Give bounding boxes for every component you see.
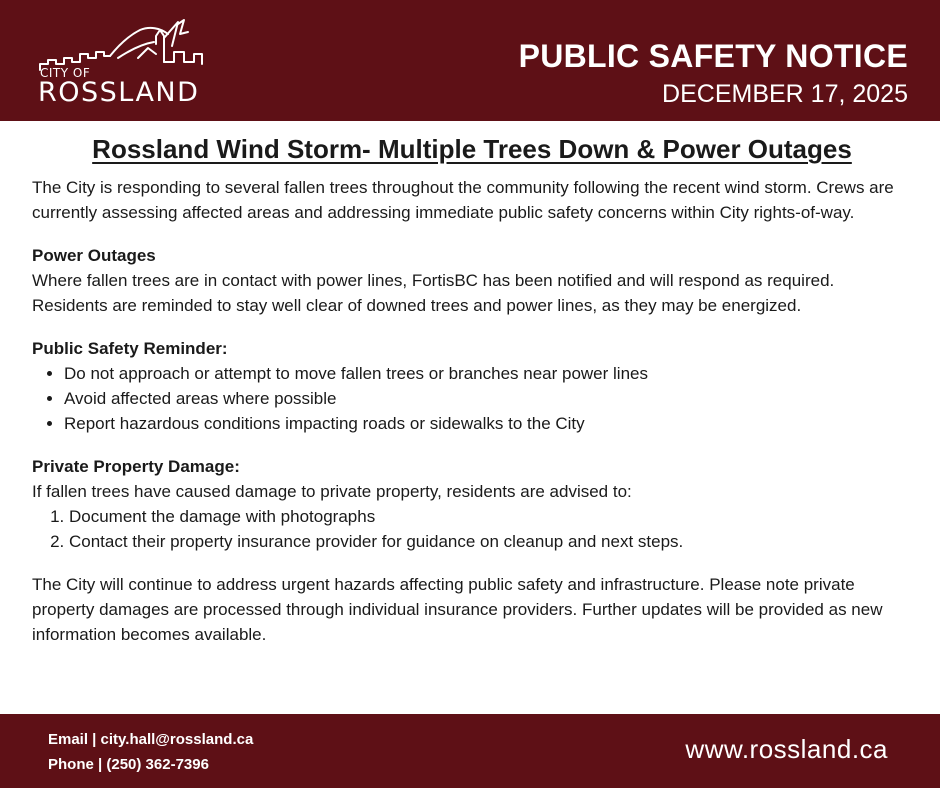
list-item: 1. Document the damage with photographs — [69, 504, 912, 529]
list-item: 2. Contact their property insurance provider for guidance on cleanup and next steps. — [69, 529, 912, 554]
list-item: • Report hazardous conditions impacting roads or sidewalks to the City — [64, 411, 912, 436]
safety-reminder-list — [32, 361, 912, 436]
intro-paragraph: The City is responding to several fallen trees throughout the community following the recent wind storm. Crews are currently assessing affected areas and addressing immediate public safety concerns within City rights-of-way. — [32, 178, 894, 222]
footer-banner — [0, 714, 940, 788]
notice-body — [32, 134, 912, 647]
property-damage-intro: If fallen trees have caused damage to private property, residents are advised to: — [32, 482, 632, 501]
email-line[interactable]: Email | city.hall@rossland.ca — [48, 731, 254, 748]
logo-rossland: ROSSLAND — [38, 77, 200, 108]
phone-line[interactable]: Phone | (250) 362-7396 — [48, 756, 209, 773]
notice-title: PUBLIC SAFETY NOTICE — [518, 38, 908, 74]
logo-city-of: CITY OF — [40, 66, 91, 80]
list-item: • Avoid affected areas where possible — [64, 386, 912, 411]
safety-reminder-heading: Public Safety Reminder: — [32, 339, 228, 358]
website-link[interactable]: www.rossland.ca — [685, 734, 888, 764]
city-logo — [38, 18, 208, 108]
closing-paragraph: The City will continue to address urgent hazards affecting public safety and infrastructure. Please note private property damages are processed through individual insurance providers. Further updates will be provided as new information becomes available. — [32, 575, 883, 644]
list-item: • Do not approach or attempt to move fallen trees or branches near power lines — [64, 361, 912, 386]
contact-info — [48, 727, 253, 777]
headline: Rossland Wind Storm- Multiple Trees Down & Power Outages — [92, 134, 852, 164]
property-damage-steps — [32, 504, 912, 554]
power-outages-heading: Power Outages — [32, 246, 156, 265]
property-damage-heading: Private Property Damage: — [32, 457, 240, 476]
power-outages-text: Where fallen trees are in contact with power lines, FortisBC has been notified and will respond as required. Residents are reminded to stay well clear of downed trees and power lines, as they may be energized. — [32, 271, 835, 315]
header-banner — [0, 0, 940, 121]
notice-date: DECEMBER 17, 2025 — [662, 80, 908, 108]
